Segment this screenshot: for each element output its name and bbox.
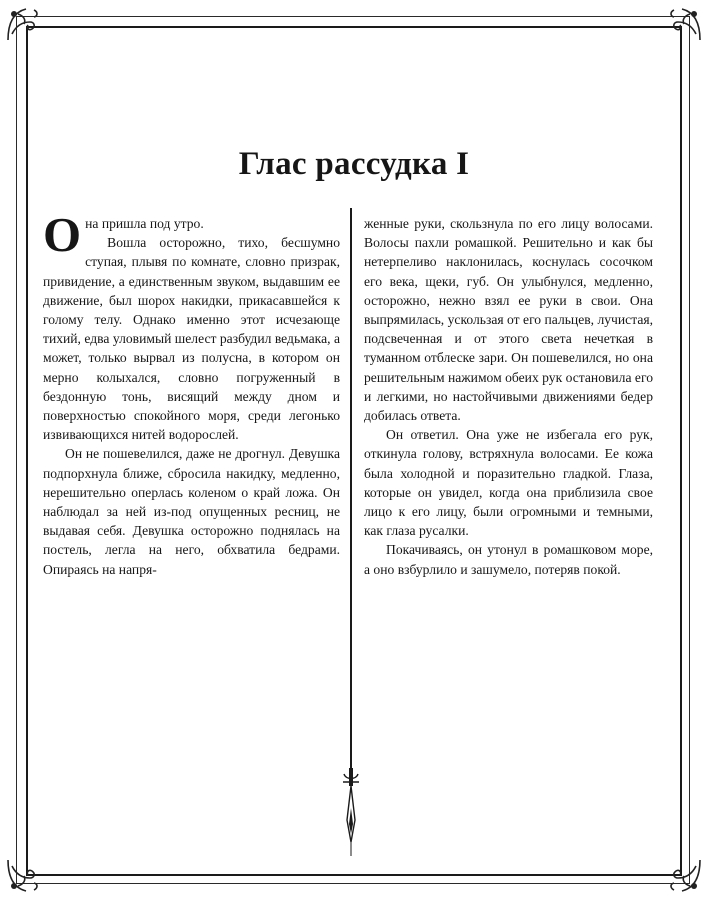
- drop-cap: О: [43, 207, 82, 262]
- sword-divider-icon: [342, 208, 360, 858]
- text-column-left: [43, 207, 340, 579]
- paragraph: Он не пошевелился, даже не дрогнул. Девушка подпорхнула ближе, сбросила накидку, медленно, нерешительно оперлась коленом о край ложа. Он наблюдал за ней из-под опущенных ресниц, не выдавая себя. Девушка осторожно поднялась на постель, легла на него, обхватила бедрами. Опираясь на напря-: [43, 446, 340, 577]
- text-column-right: [364, 214, 653, 579]
- paragraph-text: на пришла под утро.: [85, 216, 204, 231]
- corner-ornament-icon: [664, 856, 704, 896]
- paragraph: Он ответил. Она уже не избегала его рук, откинула голову, встряхнула волосами. Ее кожа была холодной и поразительно гладкой. Глаза, которые он увидел, когда она приблизила свое лицо к его лицу, были огромными и темными, как глаза русалки.: [364, 427, 653, 539]
- paragraph: женные руки, скользнула по его лицу волосами. Волосы пахли ромашкой. Решительно и как бы нетерпеливо наклонилась, коснулась сосочком его века, щеки, губ. Он улыбнулся, медленно, осторожно, нежно взял ее руки в свои. Она выпрямилась, ускользая от его пальцев, лучистая, подсвеченная и от этого света нечеткая в туманном отблеске зари. Он пошевелился, но она решительным нажимом обеих рук остановила его и легкими, но настойчивыми движениями бедер добилась ответа.: [364, 216, 653, 424]
- paragraph: Вошла осторожно, тихо, бесшумно ступая, плывя по комнате, словно призрак, привидение, а единственным звуком, выдавшим ее движение, был шорох накидки, прикасавшейся к голому телу. Однако именно этот исчезающе тихий, едва уловимый шелест разбудил ведьмака, а может, только вырвал из полусна, в котором он мерно колыхался, словно погруженный в бездонную тонь, висящий между дном и поверхностью спокойного моря, среди легонько извивающихся нитей водорослей.: [43, 235, 340, 443]
- corner-ornament-icon: [4, 856, 44, 896]
- paragraph: [43, 207, 340, 262]
- paragraph: Покачиваясь, он утонул в ромашковом море, а оно взбурлило и зашумело, потеряв покой.: [364, 542, 653, 577]
- corner-ornament-icon: [664, 4, 704, 44]
- chapter-title: Глас рассудка I: [238, 146, 470, 182]
- corner-ornament-icon: [4, 4, 44, 44]
